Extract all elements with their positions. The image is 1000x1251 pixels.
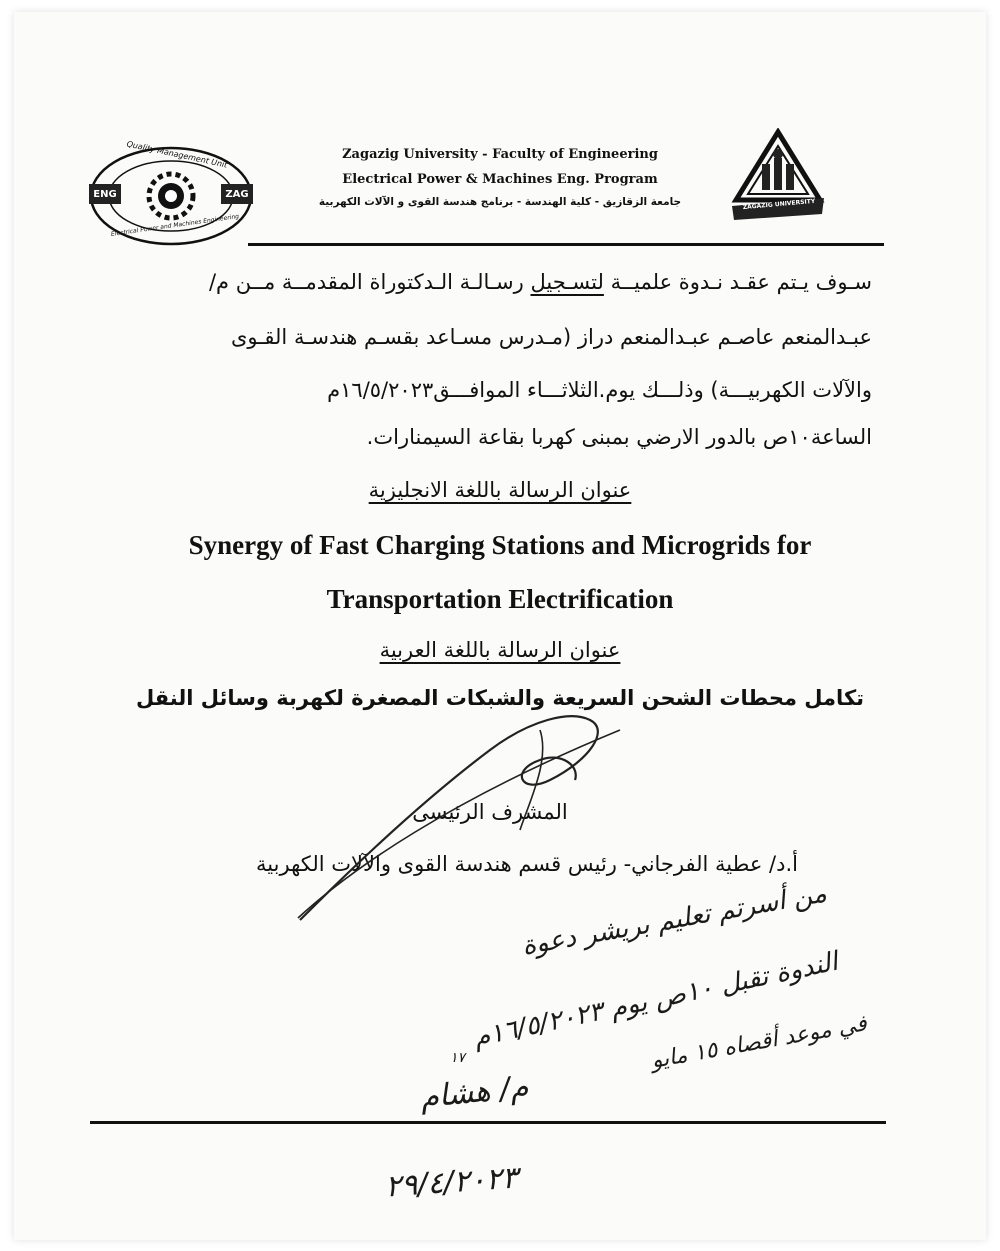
- announcement-line-4: الساعة١٠ص بالدور الارضي بمبنى كهربا بقاعة السيمنارات.: [366, 425, 872, 449]
- announcement-line-1: سـوف يـتم عقـد نـدوة علميــة لتسـجيل رسـالـة الـدكتوراة المقدمــة مــن م/: [208, 270, 872, 294]
- logo-zag-tab: ZAG: [225, 189, 249, 200]
- header-program-english: Electrical Power & Machines Eng. Program: [342, 172, 658, 187]
- handwritten-note-line-2: الندوة تقبل ١٠ص يوم ١٦/٥/٢٠٢٣م: [470, 946, 841, 1054]
- english-title-line-2: Transportation Electrification: [326, 584, 674, 614]
- logo-ring-text: Quality Management Unit: [125, 139, 229, 170]
- english-title-line-1: Synergy of Fast Charging Stations and Microgrids for: [188, 530, 812, 560]
- header-university-faculty: Zagazig University - Faculty of Engineering: [342, 147, 658, 162]
- header-divider: [248, 243, 884, 246]
- supervisor-label: المشرف الرئيسى: [412, 800, 568, 824]
- footer-divider: [90, 1121, 886, 1124]
- arabic-title-heading: عنوان الرسالة باللغة العربية: [379, 638, 621, 662]
- handwritten-note-line-3: في موعد أقصاه ١٥ مايو: [649, 1011, 869, 1074]
- arabic-title: تكامل محطات الشحن السريعة والشبكات المصغرة لكهربة وسائل النقل: [135, 686, 865, 710]
- supervisor-signature: [290, 690, 630, 930]
- english-title-heading: عنوان الرسالة باللغة الانجليزية: [368, 478, 632, 502]
- logo-bottom-text: Electrical Power and Machines Engineering: [110, 213, 240, 238]
- supervisor-name: أ.د/ عطية الفرجاني- رئيس قسم هندسة القوى والآلات الكهربية: [256, 852, 798, 876]
- header-program-arabic: جامعة الزقازيق - كلية الهندسة - برنامج هندسة القوى و الآلات الكهربية: [318, 196, 682, 208]
- logo-eng-tab: ENG: [93, 189, 117, 200]
- handwritten-initials: م/ هشام: [418, 1069, 531, 1116]
- handwritten-day-mark: ١٧: [450, 1050, 466, 1066]
- crest-banner-text: ZAGAZIG UNIVERSITY: [742, 197, 816, 212]
- handwritten-bottom-date: ٢٩/٤/٢٠٢٣: [383, 1160, 520, 1205]
- handwritten-note-line-1: من أسرتم تعليم بريشر دعوة: [519, 878, 829, 962]
- announcement-line-3: والآلات الكهربيـــة) وذلـــك يوم.الثلاثـــاء الموافـــق١٦/٥/٢٠٢٣م: [327, 378, 872, 402]
- announcement-line-2: عبـدالمنعم عاصـم عبـدالمنعم دراز (مـدرس مسـاعد بقسـم هندسـة القـوى: [230, 325, 872, 349]
